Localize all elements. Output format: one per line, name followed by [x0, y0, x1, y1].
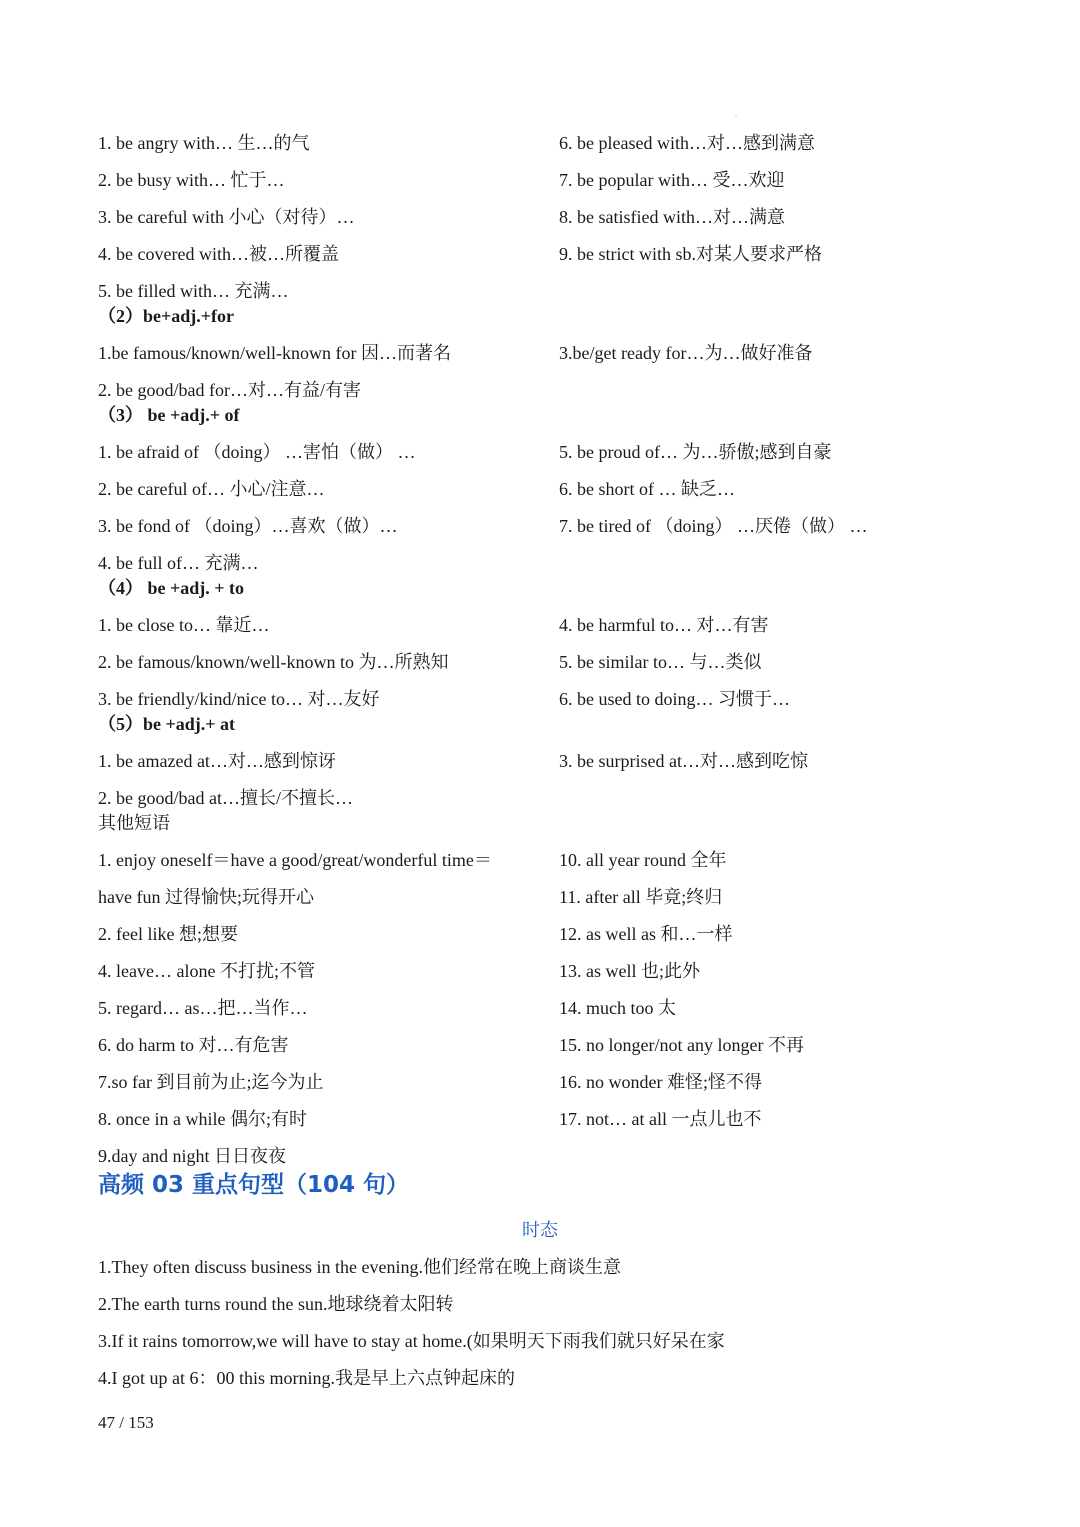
phrase-item: 2. be careful of… 小心/注意… — [98, 479, 325, 499]
phrase-item: 4. be covered with…被…所覆盖 — [98, 244, 339, 264]
section-heading: 其他短语 — [98, 813, 170, 833]
phrase-item: have fun 过得愉快;玩得开心 — [98, 887, 314, 907]
section-heading: （4） be +adj. + to — [98, 578, 245, 598]
sentence-item: 1.They often discuss business in the evening.他们经常在晚上商谈生意 — [98, 1257, 621, 1277]
phrase-item: 2. be busy with… 忙于… — [98, 170, 285, 190]
sentence-item: 4.I got up at 6：00 this morning.我是早上六点钟起床的 — [98, 1368, 515, 1388]
section-heading: （5）be +adj.+ at — [98, 714, 236, 734]
phrase-item: 1. be close to… 靠近… — [98, 615, 270, 635]
page-title: 高频 03 重点句型（104 句） — [98, 1172, 410, 1198]
phrase-item: 9. be strict with sb.对某人要求严格 — [559, 244, 822, 264]
phrase-item: 14. much too 太 — [559, 998, 676, 1018]
section-heading: （2）be+adj.+for — [98, 306, 235, 326]
phrase-item: 4. leave… alone 不打扰;不管 — [98, 961, 315, 981]
phrase-item: 5. be proud of… 为…骄傲;感到自豪 — [559, 442, 832, 462]
phrase-item: 3. be surprised at…对…感到吃惊 — [559, 751, 808, 771]
phrase-item: 1. be angry with… 生…的气 — [98, 133, 310, 153]
phrase-item: 3. be careful with 小心（对待）… — [98, 207, 355, 227]
phrase-item: 6. be pleased with…对…感到满意 — [559, 133, 815, 153]
phrase-item: 6. be used to doing… 习惯于… — [559, 689, 790, 709]
phrase-item: 1. enjoy oneself＝have a good/great/wonderful time＝ — [98, 850, 492, 870]
phrase-item: 3. be fond of （doing）…喜欢（做）… — [98, 516, 398, 536]
phrase-item: 6. do harm to 对…有危害 — [98, 1035, 289, 1055]
phrase-item: 7. be popular with… 受…欢迎 — [559, 170, 785, 190]
phrase-item: 2. feel like 想;想要 — [98, 924, 238, 944]
phrase-item: 1. be afraid of （doing） …害怕（做） … — [98, 442, 416, 462]
phrase-item: 13. as well 也;此外 — [559, 961, 700, 981]
phrase-item: 1.be famous/known/well-known for 因…而著名 — [98, 343, 451, 363]
phrase-item: 7. be tired of （doing） …厌倦（做） … — [559, 516, 868, 536]
phrase-item: 4. be full of… 充满… — [98, 553, 259, 573]
phrase-item: 5. be filled with… 充满… — [98, 281, 289, 301]
phrase-item: 5. be similar to… 与…类似 — [559, 652, 762, 672]
sentence-item: 3.If it rains tomorrow,we will have to stay at home.(如果明天下雨我们就只好呆在家 — [98, 1331, 725, 1351]
phrase-item: 10. all year round 全年 — [559, 850, 727, 870]
phrase-item: 2. be famous/known/well-known to 为…所熟知 — [98, 652, 449, 672]
phrase-item: 7.so far 到目前为止;迄今为止 — [98, 1072, 324, 1092]
phrase-item: 12. as well as 和…一样 — [559, 924, 733, 944]
page-number: 47 / 153 — [98, 1413, 154, 1432]
section-subtitle: 时态 — [522, 1220, 558, 1240]
phrase-item: 1. be amazed at…对…感到惊讶 — [98, 751, 336, 771]
phrase-item: 2. be good/bad at…擅长/不擅长… — [98, 788, 353, 808]
phrase-item: 2. be good/bad for…对…有益/有害 — [98, 380, 361, 400]
phrase-item: 15. no longer/not any longer 不再 — [559, 1035, 804, 1055]
phrase-item: 11. after all 毕竟;终归 — [559, 887, 723, 907]
phrase-item: 6. be short of … 缺乏… — [559, 479, 735, 499]
phrase-item: 3. be friendly/kind/nice to… 对…友好 — [98, 689, 380, 709]
section-heading: （3） be +adj.+ of — [98, 405, 240, 425]
phrase-item: 4. be harmful to… 对…有害 — [559, 615, 769, 635]
phrase-item: 5. regard… as…把…当作… — [98, 998, 308, 1018]
phrase-item: 8. once in a while 偶尔;有时 — [98, 1109, 307, 1129]
phrase-item: 8. be satisfied with…对…满意 — [559, 207, 785, 227]
phrase-item: 17. not… at all 一点儿也不 — [559, 1109, 762, 1129]
sentence-item: 2.The earth turns round the sun.地球绕着太阳转 — [98, 1294, 454, 1314]
scan-speck — [735, 116, 737, 117]
phrase-item: 3.be/get ready for…为…做好准备 — [559, 343, 813, 363]
phrase-item: 9.day and night 日日夜夜 — [98, 1146, 286, 1166]
phrase-item: 16. no wonder 难怪;怪不得 — [559, 1072, 762, 1092]
